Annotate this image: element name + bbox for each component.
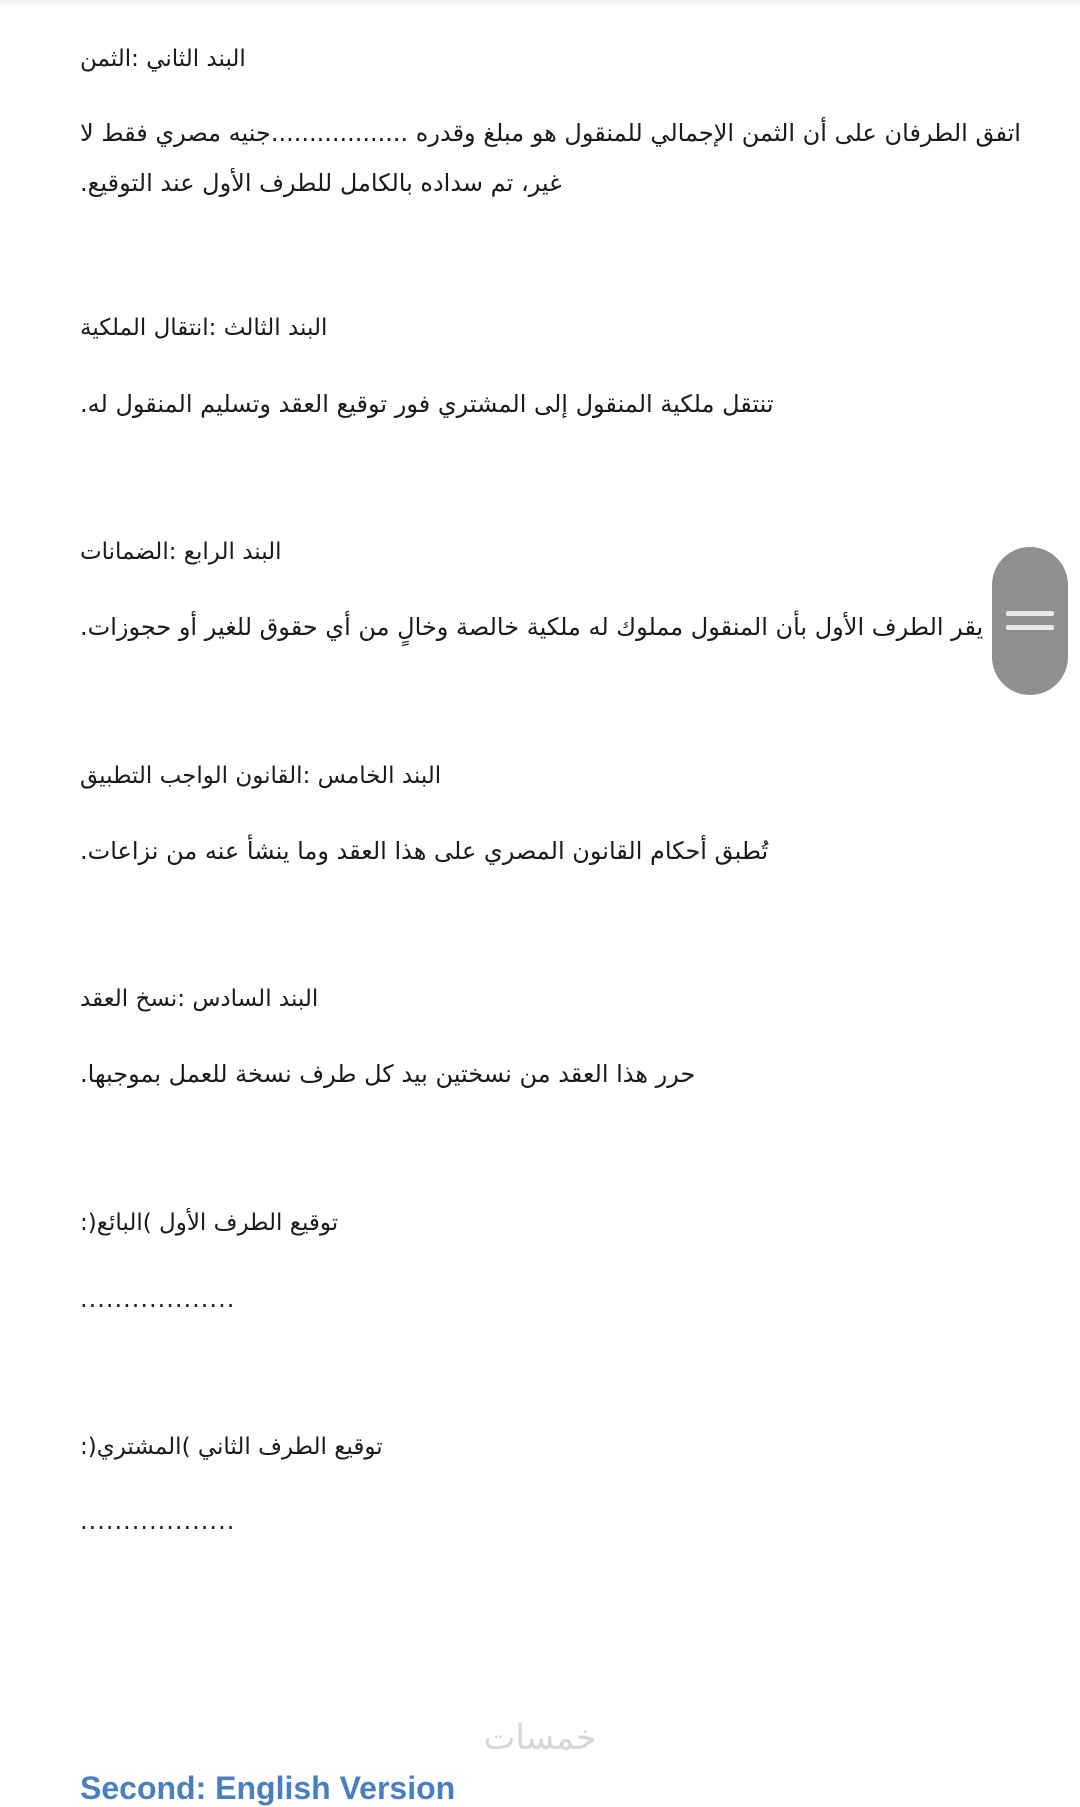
- clause-4-text: يقر الطرف الأول بأن المنقول مملوك له ملكية خالصة وخالٍ من أي حقوق للغير أو حجوزات.: [80, 613, 984, 641]
- handle-grip-line-bottom: [1006, 625, 1054, 630]
- clause-2-text-line-2: غير، تم سداده بالكامل للطرف الأول عند التوقيع.: [80, 169, 562, 197]
- clause-5-heading: البند الخامس :القانون الواجب التطبيق: [80, 763, 442, 789]
- clause-2-heading: البند الثاني :الثمن: [80, 46, 246, 72]
- buyer-signature-label: توقيع الطرف الثاني )المشتري(:: [80, 1434, 383, 1460]
- next-section-heading: Second: English Version: [80, 1770, 456, 1806]
- clause-6-text: حرر هذا العقد من نسختين بيد كل طرف نسخة للعمل بموجبها.: [80, 1060, 696, 1088]
- clause-2-text-line-1: اتفق الطرفان على أن الثمن الإجمالي للمنقول هو مبلغ وقدره ..................جنيه مصري فقط لا: [80, 119, 1021, 147]
- clause-3-text: تنتقل ملكية المنقول إلى المشتري فور توقيع العقد وتسليم المنقول له.: [80, 390, 774, 418]
- clause-4-heading: البند الرابع :الضمانات: [80, 539, 282, 565]
- seller-signature-line: ..................: [80, 1285, 236, 1313]
- drag-handle-icon[interactable]: [992, 547, 1068, 695]
- handle-grip-line-top: [1006, 611, 1054, 616]
- clause-5-text: تُطبق أحكام القانون المصري على هذا العقد وما ينشأ عنه من نزاعات.: [80, 837, 769, 865]
- seller-signature-label: توقيع الطرف الأول )البائع(:: [80, 1210, 339, 1236]
- clause-3-heading: البند الثالث :انتقال الملكية: [80, 315, 328, 341]
- watermark-logo: خمسات: [483, 1718, 597, 1758]
- buyer-signature-line: ..................: [80, 1507, 236, 1535]
- document-page: [80, 0, 1021, 1788]
- clause-6-heading: البند السادس :نسخ العقد: [80, 986, 319, 1012]
